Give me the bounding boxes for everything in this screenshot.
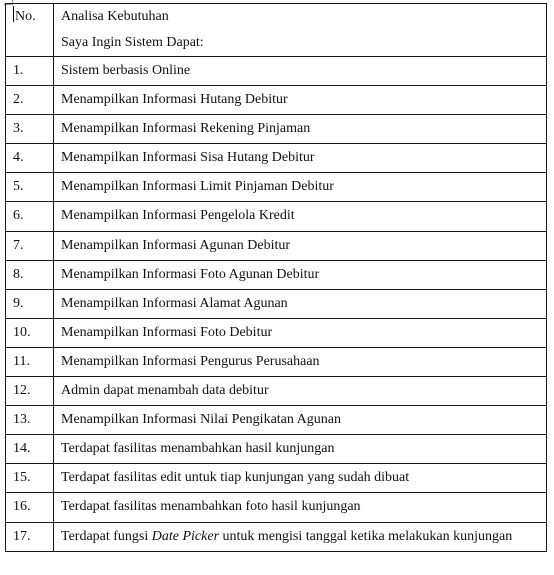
text-cursor	[13, 6, 14, 22]
row-number-cell[interactable]: 13.	[6, 406, 54, 435]
row-number-cell[interactable]: 4.	[6, 144, 54, 173]
row-number-cell[interactable]: 15.	[6, 464, 54, 493]
row-number-cell[interactable]: 7.	[6, 231, 54, 260]
table-row	[6, 289, 547, 318]
row-text-part: untuk mengisi tanggal ketika melakukan kunjungan	[219, 528, 513, 544]
row-number-cell[interactable]: 17.	[6, 522, 54, 551]
row-text-cell[interactable]	[54, 522, 547, 551]
table-row	[6, 115, 547, 144]
row-text-part: Terdapat fungsi	[61, 528, 152, 544]
table-row	[6, 260, 547, 289]
row-number-cell[interactable]: 2.	[6, 86, 54, 115]
row-text-cell[interactable]: Menampilkan Informasi Sisa Hutang Debitur	[54, 144, 547, 173]
table-row	[6, 377, 547, 406]
row-text-cell[interactable]: Menampilkan Informasi Rekening Pinjaman	[54, 115, 547, 144]
header-no-label: No.	[15, 9, 36, 24]
row-text-cell[interactable]: Terdapat fasilitas edit untuk tiap kunjungan yang sudah dibuat	[54, 464, 547, 493]
row-text-cell[interactable]: Menampilkan Informasi Foto Agunan Debitur	[54, 260, 547, 289]
row-number-cell[interactable]: 12.	[6, 377, 54, 406]
table-row	[6, 464, 547, 493]
date-picker-term: Date Picker	[151, 528, 220, 544]
table-row	[6, 522, 547, 551]
row-number-cell[interactable]: 11.	[6, 347, 54, 376]
row-number-cell[interactable]: 10.	[6, 318, 54, 347]
row-text-cell[interactable]: Menampilkan Informasi Nilai Pengikatan Agunan	[54, 406, 547, 435]
row-number-cell[interactable]: 3.	[6, 115, 54, 144]
table-header-row	[6, 4, 547, 57]
table-row	[6, 406, 547, 435]
row-text-cell[interactable]: Menampilkan Informasi Pengelola Kredit	[54, 202, 547, 231]
table-row	[6, 202, 547, 231]
table-row	[6, 318, 547, 347]
header-title-cell[interactable]	[54, 4, 547, 57]
row-number-cell[interactable]: 5.	[6, 173, 54, 202]
row-number-cell[interactable]: 9.	[6, 289, 54, 318]
row-number-cell[interactable]: 16.	[6, 493, 54, 522]
row-text-cell[interactable]: Menampilkan Informasi Hutang Debitur	[54, 86, 547, 115]
row-text-cell[interactable]: Terdapat fasilitas menambahkan hasil kunjungan	[54, 435, 547, 464]
header-no-cell[interactable]	[6, 4, 54, 57]
row-text-cell[interactable]: Sistem berbasis Online	[54, 57, 547, 86]
table-row	[6, 57, 547, 86]
row-text-cell[interactable]: Terdapat fasilitas menambahkan foto hasil kunjungan	[54, 493, 547, 522]
table-row	[6, 435, 547, 464]
row-text-cell[interactable]: Menampilkan Informasi Pengurus Perusahaan	[54, 347, 547, 376]
row-number-cell[interactable]: 14.	[6, 435, 54, 464]
table-row	[6, 347, 547, 376]
row-number-cell[interactable]: 8.	[6, 260, 54, 289]
row-text-cell[interactable]: Menampilkan Informasi Limit Pinjaman Debitur	[54, 173, 547, 202]
requirements-table	[5, 3, 547, 552]
header-title: Analisa Kebutuhan	[61, 9, 169, 24]
table-row	[6, 493, 547, 522]
row-number-cell[interactable]: 1.	[6, 57, 54, 86]
table-row	[6, 144, 547, 173]
table-row	[6, 86, 547, 115]
row-text-cell[interactable]: Menampilkan Informasi Alamat Agunan	[54, 289, 547, 318]
row-text-cell[interactable]: Menampilkan Informasi Foto Debitur	[54, 318, 547, 347]
table-row	[6, 173, 547, 202]
row-text-cell[interactable]: Admin dapat menambah data debitur	[54, 377, 547, 406]
header-subtitle: Saya Ingin Sistem Dapat:	[61, 35, 204, 50]
row-number-cell[interactable]: 6.	[6, 202, 54, 231]
table-row	[6, 231, 547, 260]
row-text-cell[interactable]: Menampilkan Informasi Agunan Debitur	[54, 231, 547, 260]
